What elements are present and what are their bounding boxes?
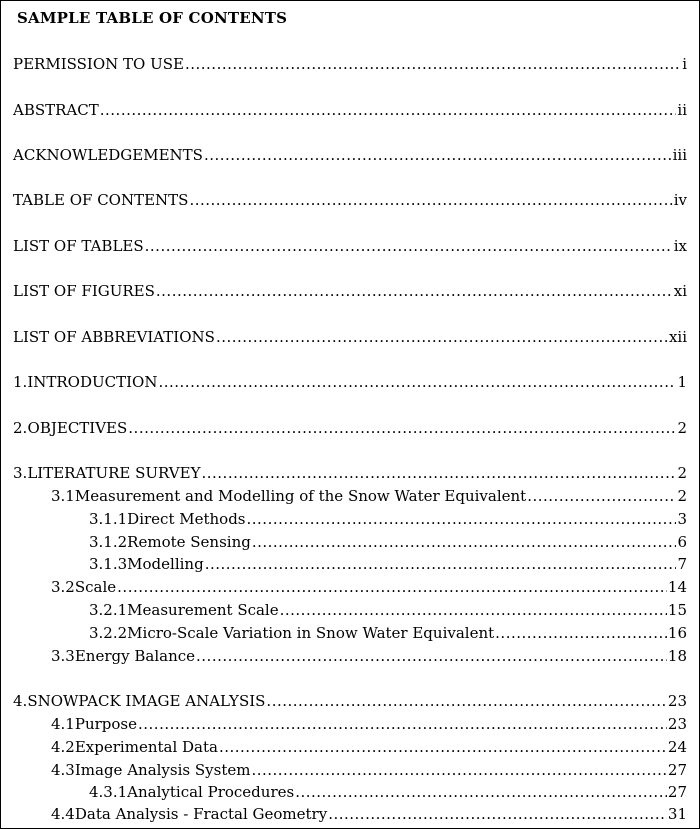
toc-entry-list-of-figures[interactable]	[13, 282, 687, 300]
toc-label: Measurement and Modelling of the Snow Water Equivalent	[74, 487, 527, 505]
subsection-number: 3.1.2	[89, 533, 128, 551]
toc-label: ABSTRACT	[13, 101, 99, 119]
toc-label: Energy Balance	[74, 647, 196, 665]
toc-page: 18	[667, 647, 687, 665]
leader-dots	[117, 578, 667, 596]
toc-page: ix	[673, 237, 687, 255]
leader-dots	[196, 647, 667, 665]
toc-label: Measurement Scale	[127, 601, 279, 619]
section-number: 3.3	[51, 647, 75, 665]
toc-page: 24	[667, 738, 687, 756]
leader-dots	[295, 783, 667, 801]
toc-page: ii	[677, 101, 687, 119]
toc-entry-chapter-4[interactable]	[13, 692, 687, 710]
toc-page: 27	[667, 761, 687, 779]
toc-entry-chapter-3[interactable]	[13, 464, 687, 482]
toc-page: 15	[667, 601, 687, 619]
toc-page: 1	[677, 373, 687, 391]
toc-label: OBJECTIVES	[27, 419, 128, 437]
subsection-number: 3.1.3	[89, 555, 128, 573]
toc-entry-list-of-tables[interactable]	[13, 237, 687, 255]
leader-dots	[204, 146, 672, 164]
section-number: 3.1	[51, 487, 75, 505]
chapter-number: 4.	[13, 692, 28, 710]
leader-dots	[266, 692, 666, 710]
subsection-number: 4.3.1	[89, 783, 128, 801]
toc-entry-subsection-4-3-1[interactable]	[89, 783, 687, 801]
toc-entry-subsection-3-2-2[interactable]	[89, 624, 687, 642]
leader-dots	[328, 805, 667, 823]
leader-dots	[251, 761, 666, 779]
toc-label: Scale	[74, 578, 117, 596]
toc-page: 27	[667, 783, 687, 801]
toc-entry-section-4-2[interactable]	[51, 738, 687, 756]
section-number: 4.4	[51, 805, 75, 823]
toc-entry-section-4-1[interactable]	[51, 715, 687, 733]
toc-label: PERMISSION TO USE	[13, 55, 184, 73]
toc-page: iii	[672, 146, 687, 164]
toc-label: TABLE OF CONTENTS	[13, 191, 189, 209]
leader-dots	[201, 464, 676, 482]
toc-label: ACKNOWLEDGEMENTS	[13, 146, 203, 164]
toc-entry-subsection-3-1-2[interactable]	[89, 533, 687, 551]
section-number: 4.3	[51, 761, 75, 779]
leader-dots	[252, 533, 677, 551]
toc-label: Analytical Procedures	[127, 783, 295, 801]
toc-entry-table-of-contents[interactable]	[13, 191, 687, 209]
toc-label: LIST OF TABLES	[13, 237, 144, 255]
toc-entry-chapter-2[interactable]	[13, 419, 687, 437]
chapter-number: 3.	[13, 464, 28, 482]
toc-label: INTRODUCTION	[27, 373, 158, 391]
toc-entry-subsection-3-1-1[interactable]	[89, 510, 687, 528]
leader-dots	[527, 487, 676, 505]
toc-label: Experimental Data	[74, 738, 218, 756]
leader-dots	[128, 419, 676, 437]
page-title: SAMPLE TABLE OF CONTENTS	[17, 9, 288, 27]
toc-page: 2	[677, 464, 687, 482]
toc-page: 16	[667, 624, 687, 642]
toc-entry-section-3-2[interactable]	[51, 578, 687, 596]
toc-label: LIST OF FIGURES	[13, 282, 155, 300]
leader-dots	[189, 191, 672, 209]
leader-dots	[185, 55, 681, 73]
toc-entry-permission[interactable]	[13, 55, 687, 73]
leader-dots	[138, 715, 667, 733]
toc-page: 3	[677, 510, 687, 528]
toc-entry-abstract[interactable]	[13, 101, 687, 119]
toc-label: Data Analysis - Fractal Geometry	[74, 805, 328, 823]
toc-page: xii	[668, 328, 687, 346]
toc-page: i	[682, 55, 687, 73]
toc-label: Modelling	[127, 555, 204, 573]
leader-dots	[219, 738, 667, 756]
leader-dots	[158, 373, 676, 391]
leader-dots	[216, 328, 668, 346]
leader-dots	[247, 510, 677, 528]
toc-page: 2	[677, 487, 687, 505]
toc-label: LITERATURE SURVEY	[27, 464, 201, 482]
toc-label: SNOWPACK IMAGE ANALYSIS	[27, 692, 266, 710]
toc-entry-list-of-abbreviations[interactable]	[13, 328, 687, 346]
toc-entry-acknowledgements[interactable]	[13, 146, 687, 164]
toc-entry-subsection-3-2-1[interactable]	[89, 601, 687, 619]
toc-label: Direct Methods	[127, 510, 246, 528]
chapter-number: 1.	[13, 373, 28, 391]
leader-dots	[156, 282, 673, 300]
toc-entry-section-3-1[interactable]	[51, 487, 687, 505]
toc-label: Micro-Scale Variation in Snow Water Equivalent	[127, 624, 495, 642]
toc-label: LIST OF ABBREVIATIONS	[13, 328, 215, 346]
leader-dots	[145, 237, 673, 255]
leader-dots	[280, 601, 667, 619]
toc-entry-section-3-3[interactable]	[51, 647, 687, 665]
toc-label: Image Analysis System	[74, 761, 251, 779]
section-number: 4.1	[51, 715, 75, 733]
leader-dots	[100, 101, 677, 119]
toc-entry-section-4-3[interactable]	[51, 761, 687, 779]
toc-page: 23	[667, 692, 687, 710]
toc-entry-subsection-3-1-3[interactable]	[89, 555, 687, 573]
subsection-number: 3.2.2	[89, 624, 128, 642]
toc-page: 6	[677, 533, 687, 551]
leader-dots	[205, 555, 677, 573]
leader-dots	[495, 624, 667, 642]
toc-entry-chapter-1[interactable]	[13, 373, 687, 391]
toc-label: Purpose	[74, 715, 137, 733]
subsection-number: 3.1.1	[89, 510, 128, 528]
toc-page: 7	[677, 555, 687, 573]
toc-page: xi	[673, 282, 687, 300]
toc-page: iv	[673, 191, 687, 209]
toc-entry-section-4-4[interactable]	[51, 805, 687, 823]
section-number: 4.2	[51, 738, 75, 756]
subsection-number: 3.2.1	[89, 601, 128, 619]
toc-label: Remote Sensing	[127, 533, 251, 551]
toc-page: 2	[677, 419, 687, 437]
toc-page: 14	[667, 578, 687, 596]
toc-page: 23	[667, 715, 687, 733]
chapter-number: 2.	[13, 419, 28, 437]
toc-page: 31	[667, 805, 687, 823]
section-number: 3.2	[51, 578, 75, 596]
